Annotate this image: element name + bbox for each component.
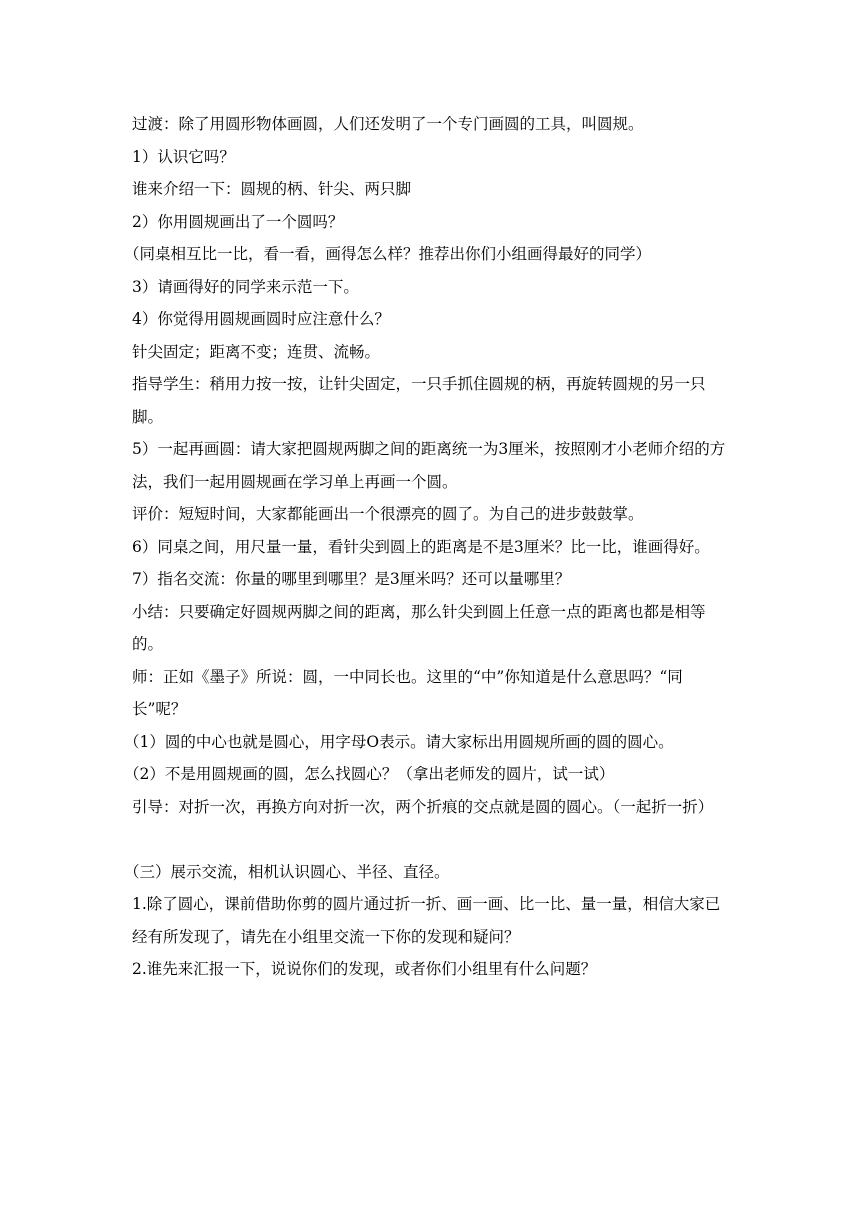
paragraph-step-6: 6）同桌之间，用尺量一量，看针尖到圆上的距离是不是3厘米？比一比，谁画得好。 xyxy=(132,537,710,556)
paragraph-center-2: （2）不是用圆规画的圆，怎么找圆心？（拿出老师发的圆片，试一试） xyxy=(124,765,615,783)
section-heading-3: （三）展示交流，相机认识圆心、半径、直径。 xyxy=(124,862,450,881)
paragraph-folding-guide: 引导：对折一次，再换方向对折一次，两个折痕的交点就是圆的圆心。（一起折一折） xyxy=(132,797,714,816)
paragraph-step-3: 3）请画得好的同学来示范一下。 xyxy=(132,277,359,296)
paragraph-step-2: 2）你用圆规画出了一个圆吗？ xyxy=(132,212,344,231)
paragraph-item-1: 1.除了圆心，课前借助你剪的圆片通过折一折、画一画、比一比、量一量，相信大家已经有所发现了，请先在小组里交流一下你的发现和疑问？ xyxy=(132,895,721,946)
paragraph-tips: 针尖固定；距离不变；连贯、流畅。 xyxy=(132,342,381,361)
paragraph-center-1: （1）圆的中心也就是圆心，用字母O表示。请大家标出用圆规所画的圆的圆心。 xyxy=(124,732,674,751)
paragraph-item-2: 2.谁先来汇报一下，说说你们的发现，或者你们小组里有什么问题？ xyxy=(132,960,597,978)
paragraph-summary: 小结：只要确定好圆规两脚之间的距离，那么针尖到圆上任意一点的距离也都是相等的。 xyxy=(132,602,706,653)
paragraph-evaluation: 评价：短短时间，大家都能画出一个很漂亮的圆了。为自己的进步鼓鼓掌。 xyxy=(132,505,644,523)
paragraph-step-7: 7）指名交流：你量的哪里到哪里？是3厘米吗？还可以量哪里？ xyxy=(132,570,571,588)
document-body xyxy=(124,108,732,986)
paragraph-transition: 过渡：除了用圆形物体画圆，人们还发明了一个专门画圆的工具，叫圆规。 xyxy=(132,115,644,133)
blank-line xyxy=(132,823,732,856)
paragraph-step-1: 1）认识它吗？ xyxy=(132,147,235,166)
paragraph-step-4: 4）你觉得用圆规画圆时应注意什么？ xyxy=(132,310,390,328)
paragraph-guidance: 指导学生：稍用力按一按，让针尖固定，一只手抓住圆规的柄，再旋转圆规的另一只脚。 xyxy=(132,375,706,426)
paragraph-mozi-quote: 师：正如《墨子》所说：圆，一中同长也。这里的“中”你知道是什么意思吗？“同长”呢？ xyxy=(132,667,683,718)
paragraph-compass-parts: 谁来介绍一下：圆规的柄、针尖、两只脚 xyxy=(132,180,412,198)
paragraph-compare: （同桌相互比一比，看一看，画得怎么样？推荐出你们小组画得最好的同学） xyxy=(124,245,652,263)
paragraph-step-5: 5）一起再画圆：请大家把圆规两脚之间的距离统一为3厘米，按照刚才小老师介绍的方法，我们一起用圆规画在学习单上再画一个圆。 xyxy=(132,440,726,491)
